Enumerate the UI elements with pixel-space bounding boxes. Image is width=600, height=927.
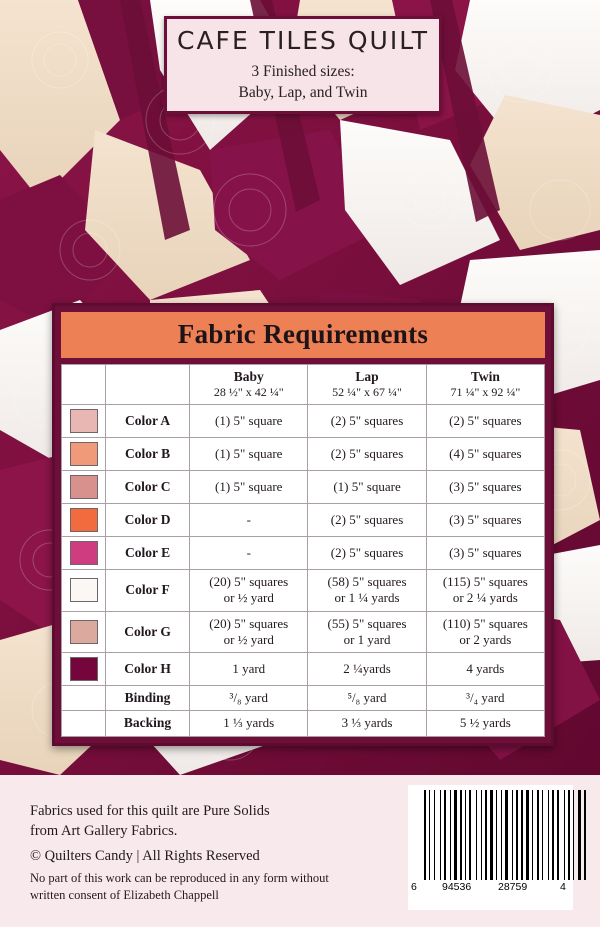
table-row (62, 570, 545, 612)
barcode-bar (557, 790, 559, 880)
barcode-bar (584, 790, 586, 880)
cell-twin (426, 653, 544, 686)
cell-twin (426, 405, 544, 438)
header-lap-dims: 52 ¼" x 67 ¼" (332, 385, 402, 399)
cell-line: (20) 5" squares (209, 574, 289, 589)
fabric-requirements-card (52, 303, 554, 746)
title-subtitle (167, 62, 439, 104)
color-label: Color F (106, 570, 190, 612)
cell-line: (20) 5" squares (209, 615, 289, 631)
barcode-bar (429, 790, 430, 880)
cell-line: (3) 5" squares (449, 511, 522, 527)
fabric-requirements-table (61, 364, 545, 737)
color-label: Color A (106, 405, 190, 438)
barcode-bar (532, 790, 533, 880)
color-swatch-cell (62, 438, 106, 471)
cell-line: 5 ½ yards (459, 715, 511, 731)
barcode-bar (568, 790, 570, 880)
cell-twin (426, 471, 544, 504)
table-row (62, 438, 545, 471)
cell-line: - (246, 511, 251, 527)
cell-line: or 2 ¼ yards (452, 590, 518, 606)
table-row (62, 686, 545, 711)
color-label: Color D (106, 504, 190, 537)
table-row (62, 537, 545, 570)
table-row (62, 653, 545, 686)
cell-line: (1) 5" square (215, 445, 283, 461)
barcode-bar (460, 790, 462, 880)
legal-line1: No part of this work can be reproduced in any form without (30, 871, 329, 886)
cell-lap (308, 570, 426, 612)
cell-lap (308, 504, 426, 537)
barcode-bar (501, 790, 502, 880)
color-swatch-cell (62, 686, 106, 711)
barcode-bar (465, 790, 466, 880)
header-twin (426, 365, 544, 405)
cell-line: (1) 5" square (215, 478, 283, 494)
header-baby-dims: 28 ½" x 42 ¼" (213, 385, 284, 399)
fabric-requirements-header (61, 312, 545, 358)
barcode-group-2: 28759 (498, 881, 528, 893)
fabric-credit-line1: Fabrics used for this quilt are Pure Solids (30, 803, 270, 819)
barcode-bar (424, 790, 426, 880)
barcode-bar (537, 790, 539, 880)
cell-baby (190, 471, 308, 504)
barcode-bar (450, 790, 451, 880)
barcode-bar (516, 790, 518, 880)
cell-line: ³/₄ yard (466, 690, 505, 705)
color-label: Color E (106, 537, 190, 570)
page-title: CAFE TILES QUILT (177, 26, 429, 55)
cell-line: or 1 ¼ yards (334, 590, 400, 606)
cell-baby (190, 438, 308, 471)
table-row (62, 471, 545, 504)
cell-line: or 2 yards (459, 631, 512, 647)
color-swatch-cell (62, 570, 106, 612)
table-body (62, 405, 545, 737)
cell-line: or ½ yard (223, 590, 274, 606)
cell-twin (426, 711, 544, 736)
copyright-line: © Quilters Candy | All Rights Reserved (30, 848, 260, 865)
cell-twin (426, 570, 544, 612)
cell-line: (2) 5" squares (330, 412, 404, 428)
cell-line: (58) 5" squares (327, 574, 407, 589)
title-plaque (164, 16, 442, 114)
color-label: Color G (106, 611, 190, 653)
barcode-bar (490, 790, 493, 880)
cell-lap (308, 711, 426, 736)
cell-line: (1) 5" square (333, 478, 401, 494)
color-label: Color H (106, 653, 190, 686)
barcode-bar (521, 790, 523, 880)
cell-baby (190, 504, 308, 537)
cell-line: or 1 yard (343, 631, 391, 647)
color-swatch (70, 475, 98, 499)
cell-twin (426, 438, 544, 471)
cell-line: ³/₈ yard (229, 690, 268, 705)
header-lap (308, 365, 426, 405)
header-swatch (62, 365, 106, 405)
cell-line: (3) 5" squares (449, 478, 522, 494)
barcode-bar (564, 790, 565, 880)
cell-line: (110) 5" squares (442, 615, 528, 631)
cell-baby (190, 405, 308, 438)
color-swatch (70, 508, 98, 532)
cell-baby (190, 570, 308, 612)
color-label: Binding (106, 686, 190, 711)
cell-twin (426, 611, 544, 653)
legal-line2: written consent of Elizabeth Chappell (30, 888, 219, 902)
barcode-bar (485, 790, 487, 880)
fabric-credit-line2: from Art Gallery Fabrics. (30, 822, 178, 839)
cell-lap (308, 537, 426, 570)
barcode-left-digit: 6 (411, 881, 417, 893)
cell-baby (190, 653, 308, 686)
cell-line: (2) 5" squares (449, 412, 522, 428)
color-swatch-cell (62, 653, 106, 686)
barcode-bar (476, 790, 477, 880)
cell-lap (308, 471, 426, 504)
color-swatch-cell (62, 471, 106, 504)
cell-line: (55) 5" squares (327, 615, 407, 631)
barcode (408, 785, 573, 910)
cell-line: 1 yard (232, 660, 266, 676)
color-label: Color B (106, 438, 190, 471)
barcode-bar (573, 790, 574, 880)
color-swatch-cell (62, 537, 106, 570)
color-swatch (70, 578, 98, 602)
barcode-bar (505, 790, 508, 880)
cell-baby (190, 537, 308, 570)
cell-baby (190, 711, 308, 736)
table-row (62, 405, 545, 438)
cell-line: - (246, 544, 251, 560)
cell-lap (308, 438, 426, 471)
color-swatch (70, 442, 98, 466)
barcode-bar (552, 790, 554, 880)
cell-line: 2 ¼yards (343, 660, 391, 676)
cell-line: (115) 5" squares (442, 574, 528, 589)
footer-text-block (30, 802, 380, 904)
cell-baby (190, 686, 308, 711)
cell-line: (4) 5" squares (449, 445, 522, 461)
barcode-bar (548, 790, 549, 880)
table-header-row (62, 365, 545, 405)
cell-line: 1 ⅓ yards (223, 715, 275, 731)
cell-lap (308, 686, 426, 711)
barcode-bar (526, 790, 529, 880)
header-baby-label: Baby (233, 369, 264, 384)
fabric-requirements-title: Fabric Requirements (177, 319, 429, 349)
cell-baby (190, 611, 308, 653)
cell-lap (308, 653, 426, 686)
barcode-bar (481, 790, 482, 880)
color-swatch-cell (62, 405, 106, 438)
color-swatch-cell (62, 611, 106, 653)
header-baby (190, 365, 308, 405)
barcode-bar (469, 790, 471, 880)
barcode-bar (434, 790, 435, 880)
header-twin-dims: 71 ¼" x 92 ¼" (450, 385, 521, 399)
header-lap-label: Lap (355, 369, 379, 384)
cell-lap (308, 611, 426, 653)
table-row (62, 611, 545, 653)
cell-twin (426, 686, 544, 711)
cell-lap (308, 405, 426, 438)
cell-twin (426, 504, 544, 537)
barcode-bar (440, 790, 441, 880)
cell-line: (3) 5" squares (449, 544, 522, 560)
title-subtitle-line2: Baby, Lap, and Twin (238, 83, 368, 101)
barcode-bars (424, 790, 558, 880)
cell-line: (2) 5" squares (330, 511, 404, 527)
header-twin-label: Twin (470, 369, 500, 384)
barcode-bar (542, 790, 543, 880)
cell-line: 3 ⅓ yards (341, 715, 393, 731)
barcode-bar (444, 790, 446, 880)
color-label: Backing (106, 711, 190, 736)
barcode-bar (454, 790, 457, 880)
barcode-right-digit: 4 (560, 881, 566, 893)
cell-twin (426, 537, 544, 570)
color-swatch (70, 409, 98, 433)
cell-line: (1) 5" square (215, 412, 283, 428)
cell-line: or ½ yard (223, 631, 274, 647)
color-swatch (70, 541, 98, 565)
barcode-bar (512, 790, 513, 880)
cell-line: (2) 5" squares (330, 445, 404, 461)
cell-line: (2) 5" squares (330, 544, 404, 560)
barcode-group-1: 94536 (442, 881, 472, 893)
title-subtitle-line1: 3 Finished sizes: (251, 63, 355, 80)
table-row (62, 711, 545, 736)
header-color (106, 365, 190, 405)
table-row (62, 504, 545, 537)
color-swatch (70, 657, 98, 681)
color-swatch-cell (62, 711, 106, 736)
cell-line: ⁵/₈ yard (347, 690, 387, 705)
color-label: Color C (106, 471, 190, 504)
barcode-bar (578, 790, 581, 880)
barcode-bar (496, 790, 497, 880)
color-swatch-cell (62, 504, 106, 537)
cell-line: 4 yards (466, 660, 505, 676)
color-swatch (70, 620, 98, 644)
